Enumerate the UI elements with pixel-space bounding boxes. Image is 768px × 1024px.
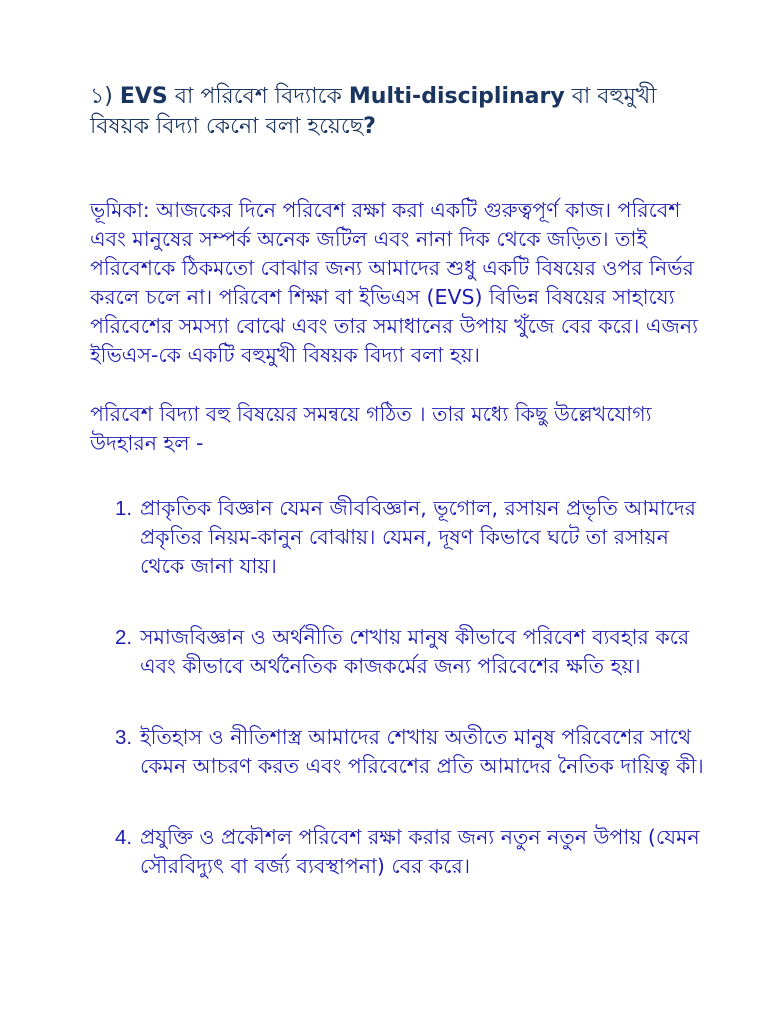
question-number: ১)	[90, 84, 113, 109]
question-multi-disciplinary: Multi-disciplinary	[348, 84, 565, 109]
list-item-number: 1.	[115, 497, 133, 520]
list-item-text: প্রাকৃতিক বিজ্ঞান যেমন জীববিজ্ঞান, ভূগোল, রসায়ন প্রভৃতি আমাদের প্রকৃতির নিয়ম-কানুন বোঝায়। যেমন, দূষণ কিভাবে ঘটে তা রসায়ন থেকে জানা যায়।	[140, 496, 696, 578]
question-mark: ?	[363, 114, 376, 139]
list-item-text: ইতিহাস ও নীতিশাস্ত্র আমাদের শেখায় অতীতে মানুষ পরিবেশের সাথে কেমন আচরণ করত এবং পরিবেশের প্রতি আমাদের নৈতিক দায়িত্ব কী।	[140, 725, 704, 778]
list-item	[115, 723, 708, 781]
list-item-number: 4.	[115, 826, 133, 849]
list-item	[115, 623, 708, 681]
list-item-text: সমাজবিজ্ঞান ও অর্থনীতি শেখায় মানুষ কীভাবে পরিবেশ ব্যবহার করে এবং কীভাবে অর্থনৈতিক কাজকর্মের জন্য পরিবেশের ক্ষতি হয়।	[140, 625, 690, 678]
examples-list	[90, 494, 708, 881]
lead-paragraph: পরিবেশ বিদ্যা বহু বিষয়ের সমন্বয়ে গঠিত । তার মধ্যে কিছু উল্লেখযোগ্য উদহারন হল -	[90, 402, 652, 455]
intro-paragraph: ভূমিকা: আজকের দিনে পরিবেশ রক্ষা করা একটি গুরুত্বপূর্ণ কাজ। পরিবেশ এবং মানুষের সম্পর্ক অনেক জটিল এবং নানা দিক থেকে জড়িত। তাই পরিবেশকে ঠিকমতো বোঝার জন্য আমাদের শুধু একটি বিষয়ের ওপর নির্ভর করলে চলে না। পরিবেশ শিক্ষা বা ইভিএস (EVS) বিভিন্ন বিষয়ের সাহায্যে পরিবেশের সমস্যা বোঝে এবং তার সমাধানের উপায় খুঁজে বের করে। এজন্য ইভিএস-কে একটি বহুমুখী বিষয়ক বিদ্যা বলা হয়।	[90, 198, 699, 367]
question-heading	[90, 82, 708, 142]
question-mid: বা পরিবেশ বিদ্যাকে	[174, 84, 342, 109]
list-item-text: প্রযুক্তি ও প্রকৌশল পরিবেশ রক্ষা করার জন্য নতুন নতুন উপায় (যেমন সৌরবিদ্যুৎ বা বর্জ্য ব্যবস্থাপনা) বের করে।	[140, 825, 700, 878]
list-item	[115, 494, 708, 581]
question-evs: EVS	[119, 84, 168, 109]
question-rest: বা বহুমুখী বিষয়ক বিদ্যা কেনো বলা হয়েছে	[90, 84, 657, 139]
list-item	[115, 823, 708, 881]
list-item-number: 2.	[115, 626, 133, 649]
list-item-number: 3.	[115, 726, 133, 749]
